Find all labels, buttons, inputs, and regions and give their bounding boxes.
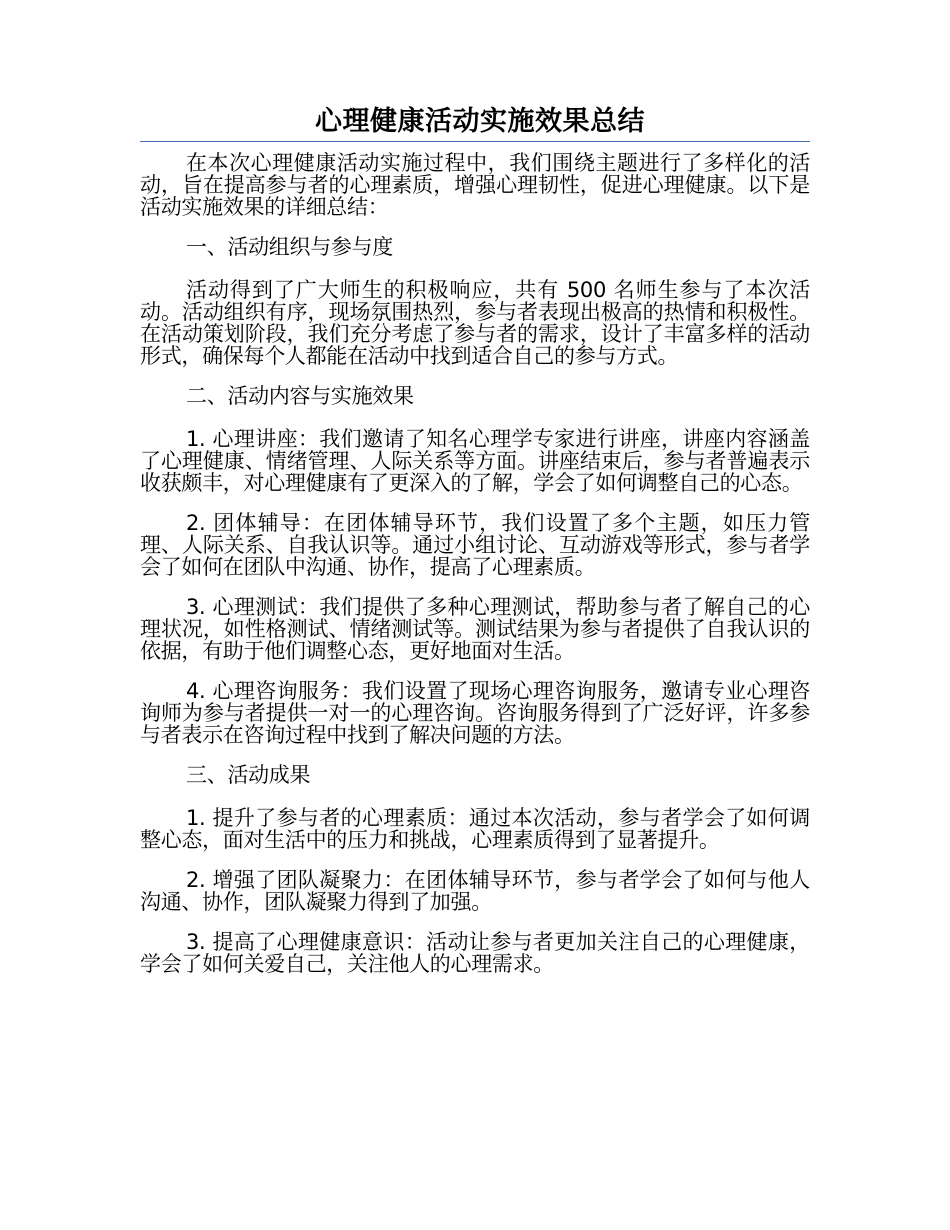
paragraph-organization: 活动得到了广大师生的积极响应，共有 500 名师生参与了本次活动。活动组织有序，现场氛围热烈，参与者表现出极高的热情和积极性。在活动策划阶段，我们充分考虑了参与者的需求，设计了丰富多样的活动形式，确保每个人都能在活动中找到适合自己的参与方式。: [140, 278, 810, 368]
paragraph-consulting: 4. 心理咨询服务：我们设置了现场心理咨询服务，邀请专业心理咨询师为参与者提供一对一的心理咨询。咨询服务得到了广泛好评，许多参与者表示在咨询过程中找到了解决问题的方法。: [140, 679, 810, 747]
section-heading-content: 二、活动内容与实施效果: [186, 384, 414, 408]
paragraph-result-cohesion: 2. 增强了团队凝聚力：在团体辅导环节，参与者学会了如何与他人沟通、协作，团队凝聚力得到了加强。: [140, 868, 810, 914]
section-heading-results: 三、活动成果: [186, 763, 311, 787]
document-title: 心理健康活动实施效果总结: [315, 106, 645, 137]
intro-paragraph: 在本次心理健康活动实施过程中，我们围绕主题进行了多样化的活动，旨在提高参与者的心理素质，增强心理韧性，促进心理健康。以下是活动实施效果的详细总结：: [140, 151, 810, 219]
title-bar: [140, 103, 810, 142]
paragraph-psych-test: 3. 心理测试：我们提供了多种心理测试，帮助参与者了解自己的心理状况，如性格测试、情绪测试等。测试结果为参与者提供了自我认识的依据，有助于他们调整心态，更好地面对生活。: [140, 595, 810, 663]
paragraph-result-quality: 1. 提升了参与者的心理素质：通过本次活动，参与者学会了如何调整心态，面对生活中的压力和挑战，心理素质得到了显著提升。: [140, 806, 810, 852]
paragraph-lecture: 1. 心理讲座：我们邀请了知名心理学专家进行讲座，讲座内容涵盖了心理健康、情绪管理、人际关系等方面。讲座结束后，参与者普遍表示收获颇丰，对心理健康有了更深入的了解，学会了如何调整自己的心态。: [140, 427, 810, 495]
paragraph-group-counseling: 2. 团体辅导：在团体辅导环节，我们设置了多个主题，如压力管理、人际关系、自我认识等。通过小组讨论、互动游戏等形式，参与者学会了如何在团队中沟通、协作，提高了心理素质。: [140, 511, 810, 579]
section-heading-organization: 一、活动组织与参与度: [186, 235, 393, 259]
document-body: [140, 152, 810, 993]
paragraph-result-awareness: 3. 提高了心理健康意识：活动让参与者更加关注自己的心理健康，学会了如何关爱自己，关注他人的心理需求。: [140, 930, 810, 976]
